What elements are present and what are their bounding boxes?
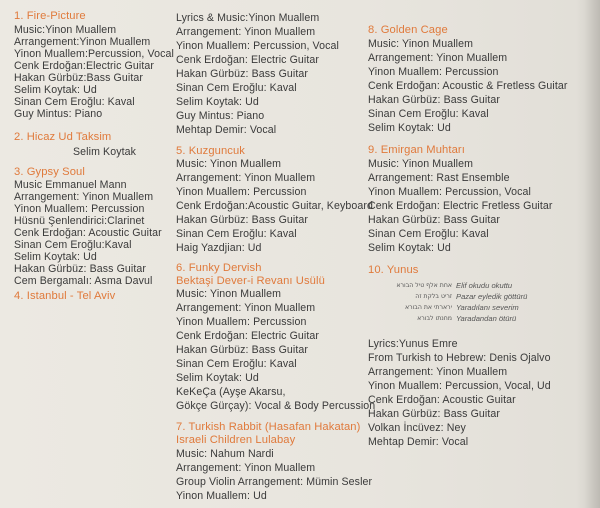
credit-line: Guy Mintus: Piano xyxy=(176,110,265,122)
credit-line: Music: Nahum Nardi xyxy=(176,448,274,460)
lyric-line: Elif okudu okuttu xyxy=(456,281,513,290)
credit-line: Yinon Muallem: Percussion, Vocal, Ud xyxy=(368,380,551,392)
credit-line: Hakan Gürbüz: Bass Guitar xyxy=(14,263,147,275)
lyric-line: Pazar eyledik göttürü xyxy=(456,292,528,301)
credit-line: KeKeÇa (Ayşe Akarsu, xyxy=(176,386,286,398)
credit-line: Volkan İncüvez: Ney xyxy=(368,422,466,434)
credit-line: Arrangement: Rast Ensemble xyxy=(368,172,510,184)
credit-line: Sinan Cem Eroğlu: Kaval xyxy=(14,96,135,108)
credit-line: Sinan Cem Eroğlu: Kaval xyxy=(368,108,489,120)
credit-line: Sinan Cem Eroğlu: Kaval xyxy=(176,228,297,240)
credit-line: Sinan Cem Eroğlu: Kaval xyxy=(368,228,489,240)
hebrew-line: זריט בלקת זה xyxy=(415,293,452,300)
hebrew-line: מחנתו לבורא xyxy=(417,315,452,322)
credit-line: Mehtap Demir: Vocal xyxy=(368,436,469,448)
track-subtitle: Bektaşi Dever-i Revanı Usülü xyxy=(176,275,325,287)
credit-line: Selim Koytak: Ud xyxy=(14,251,97,263)
credit-line: Cenk Erdoğan:Acoustic Guitar, Keyboard xyxy=(176,200,373,212)
credit-line: Yinon Muallem: Percussion, Vocal xyxy=(368,186,531,198)
credit-line: Gökçe Gürçay): Vocal & Body Percussion xyxy=(176,400,376,412)
credit-line: Cenk Erdoğan: Acoustic & Fretless Guitar xyxy=(368,80,568,92)
track-title: 10. Yunus xyxy=(368,264,419,276)
credit-line: Mehtap Demir: Vocal xyxy=(176,124,277,136)
credit-line: Arrangement: Yinon Muallem xyxy=(368,52,508,64)
credit-line: Hüsnü Şenlendirici:Clarinet xyxy=(14,215,145,227)
credit-line: Hakan Gürbüz: Bass Guitar xyxy=(368,214,501,226)
credit-line: From Turkish to Hebrew: Denis Ojalvo xyxy=(368,352,551,364)
credit-line: Cenk Erdoğan: Electric Fretless Guitar xyxy=(368,200,553,212)
credit-line: Sinan Cem Eroğlu:Kaval xyxy=(14,239,132,251)
credit-line: Selim Koytak: Ud xyxy=(14,84,97,96)
track-title: 9. Emirgan Muhtarı xyxy=(368,144,465,156)
track-title: 5. Kuzguncuk xyxy=(176,145,245,157)
track-title: 6. Funky Dervish xyxy=(176,262,262,274)
track-title: 7. Turkish Rabbit (Hasafan Hakatan) xyxy=(176,421,361,433)
lyric-line: Yaradandan ötürü xyxy=(456,314,517,323)
credit-line: Cenk Erdoğan: Electric Guitar xyxy=(176,330,320,342)
credit-line: Cem Bergamalı: Asma Davul xyxy=(14,275,153,287)
credit-line: Sinan Cem Eroğlu: Kaval xyxy=(176,82,297,94)
credit-line: Cenk Erdoğan: Acoustic Guitar xyxy=(14,227,162,239)
credit-line: Hakan Gürbüz: Bass Guitar xyxy=(176,214,309,226)
credit-line: Selim Koytak xyxy=(73,146,137,158)
credit-line: Cenk Erdoğan: Electric Guitar xyxy=(176,54,320,66)
credit-line: Arrangement: Yinon Muallem xyxy=(176,302,316,314)
credit-line: Cenk Erdoğan: Acoustic Guitar xyxy=(368,394,516,406)
track-title: 8. Golden Cage xyxy=(368,24,448,36)
credit-line: Yinon Muallem: Percussion xyxy=(176,186,307,198)
credit-line: Hakan Gürbüz: Bass Guitar xyxy=(176,68,309,80)
credit-line: Music: Yinon Muallem xyxy=(368,158,474,170)
credit-line: Yinon Muallem: Percussion, Vocal xyxy=(176,40,339,52)
credit-line: Selim Koytak: Ud xyxy=(176,372,259,384)
credit-line: Yinon Muallem:Percussion, Vocal xyxy=(14,48,174,60)
credit-line: Lyrics:Yunus Emre xyxy=(368,338,458,350)
hebrew-line: אחת אלף טיל הבורא xyxy=(396,282,452,289)
credit-line: Arrangement: Yinon Muallem xyxy=(14,191,154,203)
credit-line: Music:Yinon Muallem xyxy=(14,24,117,36)
credit-line: Yinon Muallem: Percussion xyxy=(14,203,145,215)
credit-line: Lyrics & Music:Yinon Muallem xyxy=(176,12,320,24)
credit-line: Yinon Muallem: Ud xyxy=(176,490,267,502)
credit-line: Group Violin Arrangement: Mümin Sesler xyxy=(176,476,373,488)
credit-line: Arrangement: Yinon Muallem xyxy=(176,172,316,184)
track-subtitle: Israeli Children Lulabay xyxy=(176,434,296,446)
credit-line: Selim Koytak: Ud xyxy=(368,122,451,134)
credit-line: Yinon Muallem: Percussion xyxy=(176,316,307,328)
credit-line: Selim Koytak: Ud xyxy=(176,96,259,108)
credit-line: Yinon Muallem: Percussion xyxy=(368,66,499,78)
credit-line: Hakan Gürbüz: Bass Guitar xyxy=(368,94,501,106)
credit-line: Cenk Erdoğan:Electric Guitar xyxy=(14,60,154,72)
credit-line: Sinan Cem Eroğlu: Kaval xyxy=(176,358,297,370)
track-title: 2. Hicaz Ud Taksim xyxy=(14,131,112,143)
credit-line: Arrangement: Yinon Muallem xyxy=(368,366,508,378)
credit-line: Hakan Gürbüz: Bass Guitar xyxy=(368,408,501,420)
track-title: 1. Fire-Picture xyxy=(14,10,86,22)
track-title: 4. Istanbul - Tel Aviv xyxy=(14,290,116,302)
credit-line: Arrangement: Yinon Muallem xyxy=(176,462,316,474)
booklet-spine-edge xyxy=(584,0,600,508)
credit-line: Arrangement:Yinon Muallem xyxy=(14,36,151,48)
credit-line: Music: Yinon Muallem xyxy=(368,38,474,50)
credit-line: Music Emmanuel Mann xyxy=(14,179,127,191)
credit-line: Arrangement: Yinon Muallem xyxy=(176,26,316,38)
credit-line: Hakan Gürbüz: Bass Guitar xyxy=(176,344,309,356)
credit-line: Music: Yinon Muallem xyxy=(176,158,282,170)
credit-line: Guy Mintus: Piano xyxy=(14,108,103,120)
credit-line: Selim Koytak: Ud xyxy=(368,242,451,254)
track-title: 3. Gypsy Soul xyxy=(14,166,85,178)
lyric-line: Yaradılanı severim xyxy=(456,303,519,312)
hebrew-line: ירארתי את הבורא xyxy=(404,304,452,311)
credit-line: Music: Yinon Muallem xyxy=(176,288,282,300)
credit-line: Haig Yazdjian: Ud xyxy=(176,242,262,254)
credit-line: Hakan Gürbüz:Bass Guitar xyxy=(14,72,143,84)
